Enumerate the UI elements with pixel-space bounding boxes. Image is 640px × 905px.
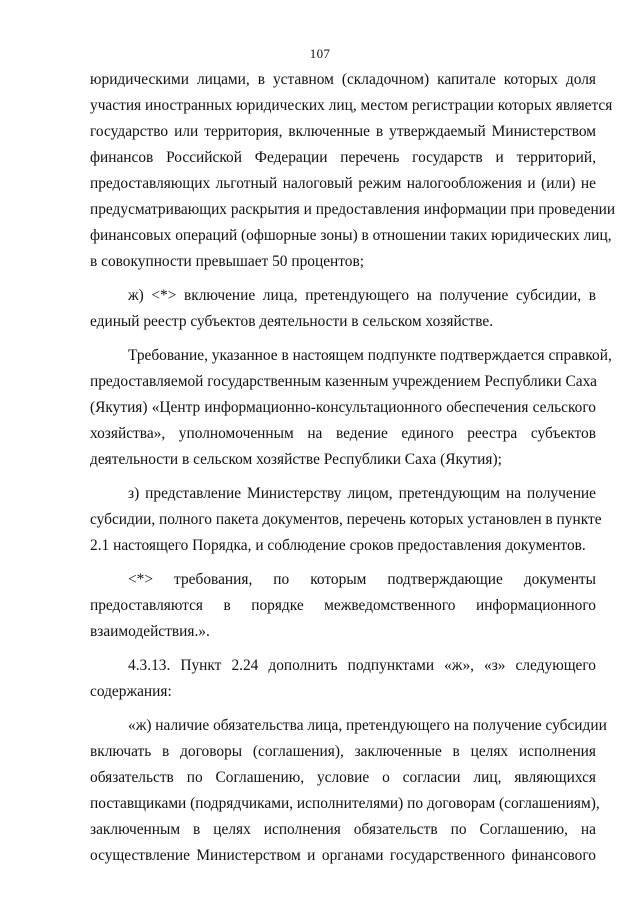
- text-line: субсидии, полного пакета документов, перечень которых установлен в пункте: [90, 511, 602, 528]
- text-line: обязательств по Соглашению, условие о согласии лиц, являющихся: [90, 769, 596, 786]
- text-line: 4.3.13. Пункт 2.24 дополнить подпунктами «ж», «з» следующего: [128, 657, 596, 674]
- text-line: заключенным в целях исполнения обязательств по Соглашению, на: [90, 821, 596, 838]
- text-line: (Якутия) «Центр информационно-консультационного обеспечения сельского: [90, 399, 596, 416]
- text-line: финансов Российской Федерации перечень государств и территорий,: [90, 149, 596, 166]
- text-line: ж) <*> включение лица, претендующего на получение субсидии, в: [128, 287, 596, 304]
- text-line: предоставляемой государственным казенным учреждением Республики Саха: [90, 373, 597, 390]
- text-line: осуществление Министерством и органами государственного финансового: [90, 847, 596, 864]
- text-line: государство или территория, включенные в утверждаемый Министерством: [90, 123, 596, 140]
- text-line: предоставляются в порядке межведомственного информационного: [90, 597, 596, 614]
- text-line: <*> требования, по которым подтверждающие документы: [128, 571, 596, 588]
- text-line: «ж) наличие обязательства лица, претендующего на получение субсидии: [128, 717, 607, 734]
- text-line: Требование, указанное в настоящем подпункте подтверждается справкой,: [128, 347, 612, 364]
- text-line: з) представление Министерству лицом, претендующим на получение: [128, 485, 596, 502]
- text-line: содержания:: [90, 683, 172, 700]
- page-number: 107: [309, 46, 331, 61]
- text-line: 2.1 настоящего Порядка, и соблюдение сроков предоставления документов.: [90, 537, 586, 554]
- text-line: хозяйства», уполномоченным на ведение единого реестра субъектов: [90, 425, 596, 442]
- text-line: предусматривающих раскрытия и предоставления информации при проведении: [90, 201, 616, 218]
- text-line: поставщиками (подрядчиками, исполнителями) по договорам (соглашениям),: [90, 795, 600, 812]
- text-line: юридическими лицами, в уставном (складочном) капитале которых доля: [90, 71, 596, 88]
- text-line: деятельности в сельском хозяйстве Республики Саха (Якутия);: [90, 451, 502, 468]
- text-line: взаимодействия.».: [90, 623, 210, 640]
- text-line: предоставляющих льготный налоговый режим налогообложения и (или) не: [90, 175, 596, 192]
- text-line: в совокупности превышает 50 процентов;: [90, 253, 365, 270]
- text-line: финансовых операций (офшорные зоны) в отношении таких юридических лиц,: [90, 227, 612, 244]
- text-line: участия иностранных юридических лиц, местом регистрации которых является: [90, 97, 613, 114]
- text-line: включать в договоры (соглашения), заключенные в целях исполнения: [90, 743, 596, 760]
- text-line: единый реестр субъектов деятельности в сельском хозяйстве.: [90, 313, 494, 330]
